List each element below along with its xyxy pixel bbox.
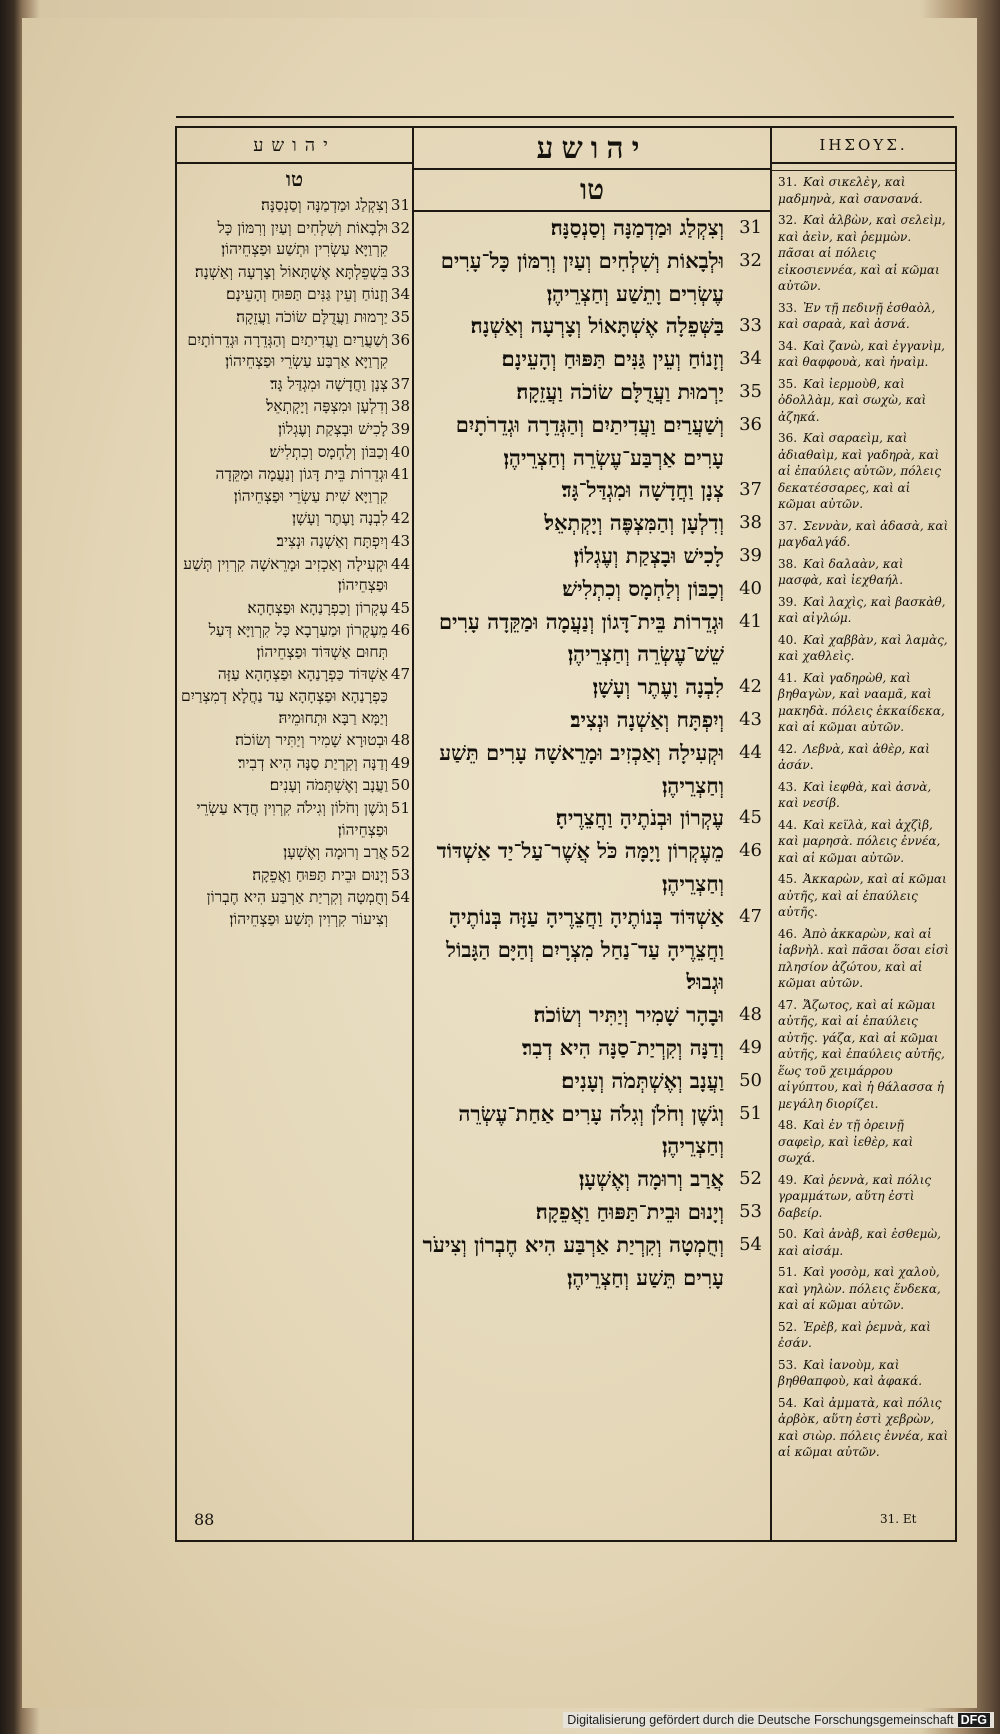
greek-verse-number: 46. xyxy=(778,926,798,941)
hebrew-verse-text: וְגֹשֶׁן וְחֹלֹן וְגִלֹה עָרִים אַחַת־עֶשְׂרֵה וְחַצְרֵיהֶן׃ xyxy=(458,1100,724,1159)
page-number: 88 xyxy=(194,1510,215,1529)
hebrew-verse xyxy=(414,606,770,672)
aramaic-verse-number: 54 xyxy=(390,888,410,907)
greek-verse-text: Καὶ ζανὼ, καὶ ἐγγανὶμ, καὶ θαφφουὰ, καὶ ἠναὶμ. xyxy=(778,338,945,369)
aramaic-verse-number: 34 xyxy=(390,285,410,304)
aramaic-verse xyxy=(177,373,412,396)
hebrew-verse-number: 47 xyxy=(739,905,762,927)
aramaic-verse xyxy=(177,329,412,373)
greek-chapter-spacer xyxy=(772,164,955,171)
aramaic-verse xyxy=(177,553,412,597)
hebrew-verse-text: וְדִלְעָן וְהַמִּצְפֶּה וְיָקְתְאֵל׃ xyxy=(544,510,724,536)
hebrew-verse xyxy=(414,1196,770,1229)
greek-verse-number: 33. xyxy=(778,300,798,315)
hebrew-verse-text: וּבָהָר שָׁמִיר וְיַתִּיר וְשׂוֹכֹה׃ xyxy=(533,1002,724,1028)
aramaic-verse-number: 35 xyxy=(390,307,410,326)
catchword: 31. Et xyxy=(880,1512,917,1526)
aramaic-verse-text: בִּשְׁפֵלְתָּא אֶשְׁתָּאוֹל וְצָרְעָה וְאַשְׁנָה׃ xyxy=(194,262,388,281)
greek-verse xyxy=(772,814,955,869)
greek-verse xyxy=(772,209,955,297)
aramaic-verse xyxy=(177,841,412,864)
hebrew-verse-text: וְצִקְלַג וּמַדְמַנָּה וְסַנְסַנָּה׃ xyxy=(550,215,724,240)
hebrew-verse xyxy=(414,1065,770,1098)
aramaic-verse-text: וְצִקְלַג וּמַדְמַנָּה וְסַנְסַנָּה׃ xyxy=(261,196,388,214)
greek-verse-text: Σεννὰν, καὶ ἀδασὰ, καὶ μαγδαλγάδ. xyxy=(778,518,949,549)
greek-verse xyxy=(772,868,955,923)
aramaic-verse-number: 43 xyxy=(390,531,410,550)
hebrew-verse-text: וְיִפְתָּח וְאַשְׁנָה וּנְצִיב׃ xyxy=(570,706,724,732)
greek-verse xyxy=(772,335,955,373)
greek-verse-text: Καὶ λαχὶς, καὶ βασκὰθ, καὶ αἰγλώμ. xyxy=(778,594,946,625)
greek-verse-number: 35. xyxy=(778,376,798,391)
greek-verse-number: 53. xyxy=(778,1357,798,1372)
greek-verse-number: 43. xyxy=(778,779,798,794)
greek-verse xyxy=(772,373,955,428)
hebrew-verse xyxy=(414,901,770,999)
greek-verse-number: 31. xyxy=(778,175,798,189)
hebrew-verse-text: וְזָנוֹחַ וְעֵין גַּנִּים תַּפּוּחַ וְהָעֵינָם׃ xyxy=(501,346,724,372)
hebrew-verse-text: וְכַבּוֹן וְלַחְמָס וְכִתְלִישׁ׃ xyxy=(562,575,724,601)
aramaic-column xyxy=(177,128,414,1540)
hebrew-verse-number: 43 xyxy=(739,708,762,730)
greek-verse-text: Καὶ σαραεὶμ, καὶ ἀδιαθαὶμ, καὶ γαδηρὰ, καὶ αἱ ἐπαύλεις αὐτῶν, πόλεις δεκατέσσαρες, καὶ αἱ κῶμαι αὐτῶν. xyxy=(778,431,941,511)
greek-verse xyxy=(772,591,955,629)
greek-verse-number: 48. xyxy=(778,1118,798,1132)
aramaic-verse xyxy=(177,283,412,306)
greek-verse-text: Καὶ ἰανοὺμ, καὶ βηθθαπφοὺ, καὶ ἀφακά. xyxy=(778,1357,923,1388)
greek-header: ΙΗΣΟΥΣ. xyxy=(772,128,955,164)
hebrew-verse-text: לִבְנָה וָעֶתֶר וְעָשָׁן׃ xyxy=(592,674,724,700)
greek-verse xyxy=(772,1316,955,1354)
aramaic-verse xyxy=(177,441,412,464)
hebrew-verse-number: 36 xyxy=(739,413,762,435)
aramaic-verse-text: וּלְבָאוֹת וְשִׁלְחִים וְעַיִן וְרִמּוֹן כָּל קִרְוַיָּא עַשְׂרִין וּתְשַׁע וּפַצְחֵיהוֹן׃ xyxy=(217,218,388,259)
hebrew-verse-text: וְחֻמְטָה וְקִרְיַת אַרְבַּע הִיא חֶבְרוֹן וְצִיעֹר עָרִים תֵּשַׁע וְחַצְרֵיהֶן׃ xyxy=(422,1231,724,1290)
greek-verse xyxy=(772,297,955,335)
hebrew-verse-number: 37 xyxy=(739,479,762,501)
aramaic-verse xyxy=(177,619,412,663)
aramaic-verse-text: מֵעֶקְרוֹן וּמַעַרְבָא כָּל קִרְוַיָּא דְּעַל תְּחוּם אַשְׁדּוֹד וּפַצְחֵיהוֹן׃ xyxy=(208,621,388,661)
greek-verse-text: Καὶ ἀμματὰ, καὶ πόλις ἀρβὸκ, αὕτη ἐστὶ χεβρὼν, καὶ σιὼρ. πόλεις ἐννέα, καὶ αἱ κῶμαι αὐτῶν. xyxy=(778,1395,949,1459)
aramaic-verse-text: וְחֻמְטָה וְקִרְיַת אַרְבַּע הִיא חֶבְרוֹן וְצִיעוֹר קִרְוִין תְּשַׁע וּפַצְחֵיהוֹן׃ xyxy=(206,888,388,928)
greek-verse xyxy=(772,1392,955,1463)
greek-verse-text: Ἀπὸ ἀκκαρὼν, καὶ αἱ ἰαβνὴλ. καὶ πᾶσαι ὅσαι εἰσὶ πλησίον ἀζώτου, καὶ αἱ κῶμαι αὐτῶν. xyxy=(778,926,949,990)
aramaic-verse-text: וְזָנוֹחַ וְעֵין גַּנִּים תַּפּוּחַ וְהָעֵינָם׃ xyxy=(226,285,388,304)
greek-verse xyxy=(772,553,955,591)
hebrew-column xyxy=(414,128,772,1540)
aramaic-verse-text: עֶקְרוֹן וְכַפְרָנַהָא וּפַצְחָהָא׃ xyxy=(247,598,388,617)
hebrew-verse-text: מֵעֶקְרוֹן וָיָמָּה כֹּל אֲשֶׁר־עַל־יַד אַשְׁדּוֹד וְחַצְרֵיהֶן׃ xyxy=(436,838,724,896)
hebrew-verse xyxy=(414,245,770,311)
aramaic-verse-number: 36 xyxy=(390,330,410,349)
greek-verse-number: 42. xyxy=(778,741,798,756)
hebrew-verse-number: 52 xyxy=(739,1168,762,1190)
greek-verse-number: 32. xyxy=(778,213,798,227)
greek-verse xyxy=(772,171,955,209)
hebrew-verse-number: 49 xyxy=(739,1036,762,1058)
aramaic-chapter-number: טו xyxy=(285,167,304,191)
aramaic-verse-text: וּבְטוּרָא שָׁמִיר וְיַתִּיר וְשׂוֹכֹה׃ xyxy=(235,731,388,750)
hebrew-verse-number: 31 xyxy=(739,217,762,238)
hebrew-verse-text: וַעֲנָב וְאֶשְׁתְּמֹה וְעָנִים׃ xyxy=(561,1067,724,1093)
hebrew-verse-text: אַשְׁדּוֹד בְּנוֹתֶיהָ וַחֲצֵרֶיהָ עַזָּה בְּנוֹתֶיהָ וַחֲצֵרֶיהָ עַד־נַחַל מִצְרָיִם וְהַיָּם הַגָּבוֹל וּגְבוּל׃ xyxy=(446,903,724,995)
greek-verse-text: Καὶ ἀλβὼν, καὶ σελεὶμ, καὶ ἀεὶν, καὶ ῥεμμὼν. πᾶσαι αἱ πόλεις εἰκοσιεννέα, καὶ αἱ κῶμαι αὐτῶν. xyxy=(778,213,946,293)
aramaic-verse xyxy=(177,774,412,797)
hebrew-verse-list xyxy=(414,212,770,1294)
hebrew-verse-text: וּקְעִילָה וְאַכְזִיב וּמָרֵאשָׁה עָרִים תֵּשַׁע וְחַצְרֵיהֶן׃ xyxy=(439,739,724,798)
aramaic-verse-number: 50 xyxy=(390,776,410,795)
greek-verse-number: 39. xyxy=(778,594,798,609)
hebrew-verse xyxy=(414,1229,770,1295)
aramaic-verse-text: וְגֹשֶׁן וְחֹלוֹן וְגִילֹה קִרְוִין חֲדָא עַשְׂרֵי וּפַצְחֵיהוֹן׃ xyxy=(196,799,388,839)
greek-verse-number: 36. xyxy=(778,431,798,445)
greek-verse-text: Ἐν τῇ πεδινῇ ἐσθαὸλ, καὶ σαραὰ, καὶ ἀσνά. xyxy=(778,300,936,331)
greek-verse-list xyxy=(772,171,955,1463)
greek-verse-number: 37. xyxy=(778,518,798,533)
hebrew-verse-number: 34 xyxy=(739,348,762,370)
hebrew-verse xyxy=(414,409,770,475)
greek-verse xyxy=(772,667,955,738)
greek-verse-text: Ἄζωτος, καὶ αἱ κῶμαι αὐτῆς, καὶ αἱ ἐπαύλεις αὐτῆς. γάζα, καὶ αἱ κῶμαι αὐτῆς, καὶ ἐπαύλεις αὐτῆς, ἕως τοῦ χειμάρρου αἰγύπτου, καὶ ἡ θάλασσα ἡ μεγάλη διορίζει. xyxy=(778,997,945,1111)
aramaic-verse-number: 41 xyxy=(390,465,410,484)
greek-verse-number: 38. xyxy=(778,556,798,571)
aramaic-verse-text: לָכִישׁ וּבָצְקַת וְעֶגְלוֹן׃ xyxy=(277,419,388,438)
hebrew-verse-number: 51 xyxy=(739,1102,762,1124)
aramaic-verse-number: 46 xyxy=(390,621,410,640)
hebrew-verse-number: 44 xyxy=(739,741,762,763)
greek-verse xyxy=(772,923,955,994)
hebrew-verse xyxy=(414,1163,770,1196)
aramaic-verse-number: 51 xyxy=(390,799,410,818)
bottom-rule xyxy=(176,1540,954,1542)
aramaic-verse-number: 48 xyxy=(390,731,410,750)
greek-verse xyxy=(772,629,955,667)
hebrew-verse xyxy=(414,737,770,803)
aramaic-verse-text: אֲרַב וְרוּמָה וְאֶשְׁעָן׃ xyxy=(283,843,388,862)
aramaic-verse-text: צְנָן וַחֲדָשָׁה וּמִגְדַּל גָּד׃ xyxy=(270,374,388,393)
aramaic-verse-number: 31 xyxy=(390,196,410,214)
hebrew-verse xyxy=(414,310,770,343)
greek-verse xyxy=(772,1223,955,1261)
aramaic-verse-text: וּגְדֵרוֹת בֵּית דָּגוֹן וְנַעֲמָה וּמַקֵּדָה קִרְוַיָּא שִׁית עַשְׂרֵי וּפַצְחֵיהוֹן׃ xyxy=(215,465,388,505)
hebrew-verse-number: 41 xyxy=(739,610,762,632)
aramaic-verse-number: 42 xyxy=(390,509,410,528)
greek-verse-text: Καὶ δαλαὰν, καὶ μασφὰ, καὶ ἰεχθαήλ. xyxy=(778,556,904,587)
greek-verse-number: 49. xyxy=(778,1172,798,1187)
aramaic-verse-text: וְשַׁעֲרַיִם וַעֲדִיתַיִם וְהַגְּדֵרָה וּגְדֵרוֹתָיִם קִרְוַיָּא אַרְבַּע עַשְׂרֵי וּפַצְחֵיהוֹן׃ xyxy=(187,330,388,371)
hebrew-verse xyxy=(414,212,770,245)
greek-verse-number: 44. xyxy=(778,817,798,832)
greek-verse-text: Καὶ σικελὲγ, καὶ μαδμηνὰ, καὶ σανσανά. xyxy=(778,175,923,206)
aramaic-verse-number: 44 xyxy=(390,554,410,573)
greek-verse-number: 47. xyxy=(778,997,798,1012)
greek-verse-text: Καὶ ἰεφθὰ, καὶ ἀσνὰ, καὶ νεσίβ. xyxy=(778,779,932,810)
hebrew-chapter-number: טו xyxy=(414,170,770,212)
aramaic-verse-text: אַשְׁדּוֹד כַּפְרָנַהָא וּפַצְחָהָא עַזָּה כַּפְרָנַהָא וּפַצְחָהָא עַד נַחֲלָא דְמִצְרַיִם וְיַמָּא רַבָּא וּתְחוּמֵיהּ׃ xyxy=(181,665,388,727)
aramaic-verse-number: 49 xyxy=(390,753,410,772)
hebrew-verse-text: עֶקְרוֹן וּבְנֹתֶיהָ וַחֲצֵרֶיהָ׃ xyxy=(555,805,724,831)
aramaic-verse-number: 37 xyxy=(390,374,410,393)
greek-verse-text: Καὶ ἐν τῇ ὀρεινῇ σαφεὶρ, καὶ ἰεθὲρ, καὶ σωχά. xyxy=(778,1118,914,1165)
hebrew-verse xyxy=(414,1032,770,1065)
aramaic-verse xyxy=(177,507,412,530)
aramaic-verse-text: וְיָנוּם וּבֵית תַּפּוּחַ וַאֲפֵקָה׃ xyxy=(252,865,388,884)
hebrew-verse-number: 35 xyxy=(739,380,762,402)
aramaic-verse-number: 33 xyxy=(390,262,410,281)
hebrew-verse-text: וְיָנוּם וּבֵית־תַּפּוּחַ וַאֲפֵקָה׃ xyxy=(535,1198,724,1224)
greek-verse-text: Καὶ γοσὸμ, καὶ χαλοὺ, καὶ γηλὼν. πόλεις ἕνδεκα, καὶ αἱ κῶμαι αὐτῶν. xyxy=(778,1265,941,1312)
greek-verse-number: 40. xyxy=(778,632,798,647)
hebrew-verse-text: וְשַׁעֲרַיִם וַעֲדִיתַיִם וְהַגְּדֵרָה וּגְדֵרֹתָיִם עָרִים אַרְבַּע־עֶשְׂרֵה וְחַצְרֵיהֶן׃ xyxy=(455,411,724,470)
hebrew-verse xyxy=(414,474,770,507)
hebrew-verse-number: 53 xyxy=(739,1200,762,1222)
hebrew-verse-number: 54 xyxy=(739,1233,762,1255)
greek-verse-number: 50. xyxy=(778,1227,798,1241)
aramaic-verse xyxy=(177,418,412,441)
hebrew-verse-number: 40 xyxy=(739,577,762,599)
hebrew-verse xyxy=(414,1098,770,1164)
hebrew-verse-text: בַּשְּׁפֵלָה אֶשְׁתָּאוֹל וְצָרְעָה וְאַשְׁנָה׃ xyxy=(470,313,724,339)
greek-verse-text: Καὶ ῥεννὰ, καὶ πόλις γραμμάτων, αὕτη ἐστὶ δαβείρ. xyxy=(778,1172,932,1220)
aramaic-verse xyxy=(177,864,412,887)
greek-verse-number: 51. xyxy=(778,1265,798,1279)
hebrew-verse-text: וְדַנָּה וְקִרְיַת־סַנָּה הִיא דְבִר׃ xyxy=(521,1034,724,1060)
hebrew-verse-text: צְנָן וַחֲדָשָׁה וּמִגְדַּל־גָּד׃ xyxy=(561,477,724,503)
aramaic-verse-number: 45 xyxy=(390,598,410,617)
greek-verse-number: 41. xyxy=(778,670,798,685)
greek-verse xyxy=(772,1114,955,1169)
aramaic-verse xyxy=(177,530,412,553)
aramaic-verse xyxy=(177,217,412,261)
greek-verse-text: Λεβνὰ, καὶ ἀθὲρ, καὶ ἀσάν. xyxy=(778,741,930,772)
hebrew-verse xyxy=(414,704,770,737)
aramaic-verse xyxy=(177,663,412,729)
aramaic-verse-text: וּקְעִילָה וְאַכְזִיב וּמָרֵאשָׁה קִרְוִין תְּשַׁע וּפַצְחֵיהוֹן׃ xyxy=(183,554,388,595)
hebrew-verse-number: 42 xyxy=(739,676,762,698)
aramaic-verse xyxy=(177,752,412,775)
aramaic-verse xyxy=(177,463,412,507)
greek-verse xyxy=(772,515,955,553)
aramaic-verse-text: וְיִפְתָּח וְאַשְׁנָה וּנְצִיב׃ xyxy=(276,531,388,550)
hebrew-verse-number: 48 xyxy=(739,1004,762,1026)
hebrew-verse-text: יַרְמוּת וַעֲדֻלָּם שׂוֹכֹה וַעֲזֵקָה׃ xyxy=(516,378,724,404)
aramaic-verse-number: 32 xyxy=(390,218,410,237)
greek-verse xyxy=(772,1261,955,1316)
aramaic-verse-text: וְדִלְעָן וּמִצְפָּה וְיָקְתְאֵל׃ xyxy=(266,397,388,416)
aramaic-verse xyxy=(177,797,412,841)
greek-verse-text: Καὶ κεϊλὰ, καὶ ἀχζὶβ, καὶ μαρησὰ. πόλεις ἐννέα, καὶ αἱ κῶμαι αὐτῶν. xyxy=(778,817,941,865)
greek-verse-number: 45. xyxy=(778,872,798,886)
aramaic-header: יהושע xyxy=(177,128,412,164)
digitization-credit xyxy=(563,1712,994,1728)
greek-verse-text: Καὶ γαδηρὼθ, καὶ βηθαγὼν, καὶ νααμᾶ, καὶ μακηδὰ. πόλεις ἑκκαίδεκα, καὶ αἱ κῶμαι αὐτῶν. xyxy=(778,670,945,734)
greek-verse-text: Καὶ ἰερμοὺθ, καὶ ὀδολλὰμ, καὶ σωχὼ, καὶ ἀζηκά. xyxy=(778,376,927,424)
hebrew-verse xyxy=(414,802,770,835)
aramaic-verse-number: 38 xyxy=(390,397,410,416)
aramaic-verse xyxy=(177,729,412,752)
aramaic-verse-number: 39 xyxy=(390,419,410,438)
aramaic-verse xyxy=(177,306,412,329)
hebrew-verse xyxy=(414,343,770,376)
hebrew-verse xyxy=(414,573,770,606)
hebrew-verse-text: וּגְדֵרוֹת בֵּית־דָּגוֹן וְנַעֲמָה וּמַקֵּדָה עָרִים שֵׁשׁ־עֶשְׂרֵה וְחַצְרֵיהֶן׃ xyxy=(438,608,724,667)
hebrew-verse-number: 33 xyxy=(739,315,762,337)
hebrew-verse-text: אֲרַב וְרוּמָה וְאֶשְׁעָן׃ xyxy=(578,1166,724,1192)
aramaic-verse xyxy=(177,395,412,418)
top-rule xyxy=(176,116,954,118)
greek-column xyxy=(772,128,955,1540)
aramaic-verse-text: וְדַנָּה וְקִרְיַת סַנָּה הִיא דְבִיר׃ xyxy=(237,753,388,772)
greek-verse xyxy=(772,1354,955,1392)
greek-verse-text: Καὶ χαββὰν, καὶ λαμὰς, καὶ χαθλεὶς. xyxy=(778,632,948,663)
greek-verse xyxy=(772,1169,955,1224)
aramaic-verse-text: יַרְמוּת וַעֲדֻלָּם שׂוֹכֹה וַעֲזֵקָה׃ xyxy=(236,307,388,326)
aramaic-verse-number: 47 xyxy=(390,665,410,684)
aramaic-verse-number: 40 xyxy=(390,442,410,461)
aramaic-verse-text: וַעֲנָב וְאֶשְׁתְּמֹה וְעָנִים׃ xyxy=(269,776,388,795)
hebrew-verse xyxy=(414,507,770,540)
hebrew-verse-number: 45 xyxy=(739,807,762,829)
greek-verse-text: Ἐρὲβ, καὶ ῥεμνὰ, καὶ ἐσάν. xyxy=(778,1319,931,1350)
greek-verse xyxy=(772,994,955,1115)
aramaic-verse xyxy=(177,597,412,620)
aramaic-verse xyxy=(177,886,412,930)
hebrew-verse xyxy=(414,540,770,573)
hebrew-verse xyxy=(414,999,770,1032)
aramaic-verse-text: לִבְנָה וָעֶתֶר וְעָשָׁן׃ xyxy=(292,509,388,528)
hebrew-header: יהושע xyxy=(414,128,770,170)
aramaic-verse-number: 52 xyxy=(390,843,410,862)
hebrew-verse xyxy=(414,671,770,704)
dfg-logo: DFG xyxy=(958,1713,990,1727)
aramaic-verse xyxy=(177,194,412,217)
greek-verse-number: 34. xyxy=(778,338,798,353)
greek-verse-number: 54. xyxy=(778,1395,798,1410)
hebrew-verse-text: וּלְבָאוֹת וְשִׁלְחִים וְעַיִן וְרִמּוֹן כָּל־עָרִים עֶשְׂרִים וָתֵשַׁע וְחַצְרֵיהֶן׃ xyxy=(440,247,724,306)
text-frame xyxy=(175,126,957,1542)
hebrew-verse-text: לָכִישׁ וּבָצְקַת וְעֶגְלוֹן׃ xyxy=(573,542,724,568)
hebrew-verse xyxy=(414,376,770,409)
aramaic-verse-text: וְכַבּוֹן וְלַחְמָס וְכִתְלִישׁ׃ xyxy=(269,442,388,461)
hebrew-verse-number: 32 xyxy=(739,249,762,271)
greek-verse xyxy=(772,776,955,814)
hebrew-verse-number: 39 xyxy=(739,544,762,566)
hebrew-verse-number: 46 xyxy=(739,840,762,862)
aramaic-verse xyxy=(177,261,412,284)
greek-verse-text: Καὶ ἀνὰβ, καὶ ἐσθεμὼ, καὶ αἰσάμ. xyxy=(778,1227,941,1258)
greek-verse-number: 52. xyxy=(778,1319,798,1334)
greek-verse xyxy=(772,738,955,776)
hebrew-verse-number: 50 xyxy=(739,1069,762,1091)
credit-text: Digitalisierung gefördert durch die Deutsche Forschungsgemeinschaft xyxy=(567,1713,954,1727)
greek-verse xyxy=(772,427,955,515)
hebrew-verse-number: 38 xyxy=(739,512,762,534)
aramaic-verse-number: 53 xyxy=(390,865,410,884)
aramaic-verse-list xyxy=(177,194,412,931)
hebrew-verse xyxy=(414,835,770,901)
greek-verse-text: Ἀκκαρὼν, καὶ αἱ κῶμαι αὐτῆς, καὶ αἱ ἐπαύλεις αὐτῆς. xyxy=(778,872,947,919)
